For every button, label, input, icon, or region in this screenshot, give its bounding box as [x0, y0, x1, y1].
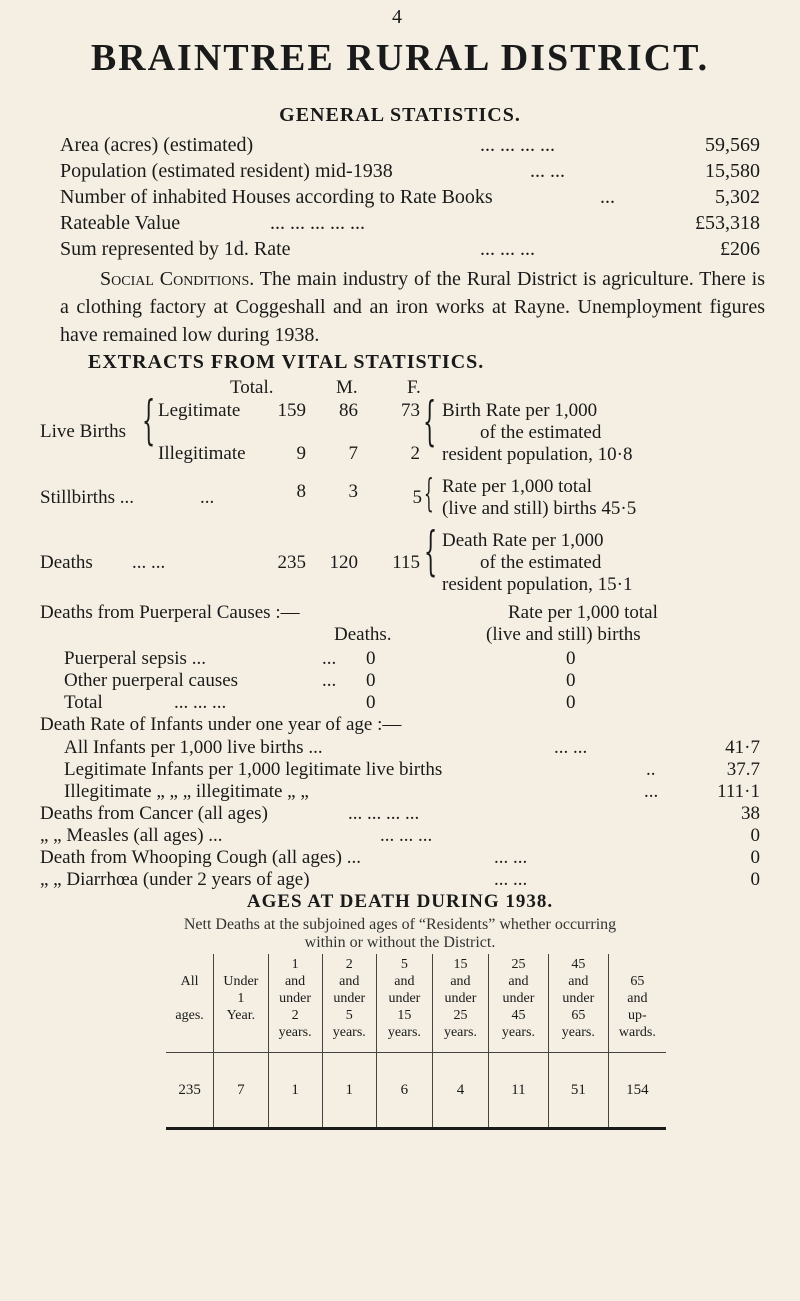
ages-value-cell: 6 [376, 1053, 432, 1129]
puerperal-row-dots: ... [322, 648, 337, 669]
ages-header-cell [268, 954, 322, 1053]
header-text: and [627, 991, 648, 1006]
header-text: 45 [571, 957, 586, 972]
puerperal-row-rate: 0 [566, 648, 576, 669]
ages-value-cell: 51 [548, 1053, 608, 1129]
stat-label: Number of inhabited Houses according to Rate Books [60, 186, 493, 208]
stillbirths-total: 8 [296, 481, 306, 502]
stillbirths-m: 3 [348, 481, 358, 502]
header-text: 65 [571, 1008, 586, 1023]
puerperal-row-dots: ... ... ... [174, 692, 227, 713]
header-text: under [562, 991, 595, 1006]
birth-rate-line-2: of the estimated [480, 422, 602, 443]
header-text: 1 [291, 957, 299, 972]
puerperal-row-deaths: 0 [366, 670, 376, 691]
header-text: years. [501, 1025, 535, 1040]
deaths-total: 235 [277, 552, 306, 573]
puerperal-row-label: Total [64, 692, 103, 713]
infant-dots: ... ... [554, 737, 588, 758]
deaths-f: 115 [392, 552, 420, 573]
other-death-value: 0 [750, 825, 760, 846]
col-m-header: M. [336, 377, 358, 398]
stat-dots: ... ... ... ... ... [270, 212, 365, 234]
header-text: and [450, 974, 471, 989]
stat-dots: ... ... [530, 160, 565, 182]
header-text: under [279, 991, 312, 1006]
puerperal-heading: Deaths from Puerperal Causes :— [40, 602, 300, 623]
header-text: 5 [345, 1008, 353, 1023]
header-text: years. [443, 1025, 477, 1040]
header-text: 15 [453, 957, 468, 972]
ages-header-cell [489, 954, 549, 1053]
other-death-value: 0 [750, 847, 760, 868]
header-text: Year. [226, 1008, 256, 1023]
stat-dots: ... ... ... [480, 238, 535, 260]
header-text: 25 [511, 957, 526, 972]
ages-header-cell [322, 954, 376, 1053]
ages-header-cell [376, 954, 432, 1053]
other-death-label: Deaths from Cancer (all ages) [40, 803, 268, 824]
header-text: years. [278, 1025, 312, 1040]
other-death-value: 38 [741, 803, 760, 824]
birth-rate-brace: { [423, 392, 437, 452]
header-text: years. [387, 1025, 421, 1040]
death-rate-line-2: of the estimated [480, 552, 602, 573]
illegitimate-m: 7 [348, 443, 358, 464]
live-births-label: Live Births [40, 421, 127, 442]
infant-heading: Death Rate of Infants under one year of age :— [40, 714, 402, 735]
legitimate-label: Legitimate [158, 400, 241, 421]
death-rate-brace: { [424, 522, 438, 582]
ages-value-cell: 154 [608, 1053, 666, 1129]
puerperal-row-label: Puerperal sepsis ... [64, 648, 206, 669]
col-f-header: F. [407, 377, 421, 398]
stat-label: Area (acres) (estimated) [60, 134, 254, 156]
stat-label: Rateable Value [60, 212, 181, 234]
infant-value: 41·7 [725, 737, 760, 758]
ages-header-cell [214, 954, 268, 1053]
ages-heading: AGES AT DEATH DURING 1938. [246, 891, 554, 912]
ages-value-cell: 7 [214, 1053, 268, 1129]
ages-header-cell [166, 954, 214, 1053]
death-rate-line-1: Death Rate per 1,000 [442, 530, 604, 551]
illegitimate-label: Illegitimate [158, 443, 246, 464]
legitimate-total: 159 [277, 400, 306, 421]
infant-label: Illegitimate „ „ „ illegitimate „ „ [64, 781, 309, 802]
header-text: up- [628, 1008, 647, 1023]
stillbirths-label: Stillbirths ... [40, 487, 134, 508]
stat-dots: ... [600, 186, 615, 208]
illegitimate-f: 2 [410, 443, 420, 464]
header-text: under [444, 991, 477, 1006]
other-death-label: „ „ Diarrhœa (under 2 years of age) [40, 869, 310, 890]
other-death-dots: ... ... ... [380, 825, 433, 846]
header-text: and [568, 974, 589, 989]
header-text: 2 [291, 1008, 299, 1023]
other-death-label: „ „ Measles (all ages) ... [40, 825, 223, 846]
infant-dots: ... [644, 781, 659, 802]
live-births-brace: { [142, 391, 156, 451]
still-rate-line-1: Rate per 1,000 total [442, 476, 592, 497]
header-text: years. [561, 1025, 595, 1040]
header-text: 2 [345, 957, 353, 972]
ages-header-cell [548, 954, 608, 1053]
header-text: and [339, 974, 360, 989]
header-text: 45 [511, 1008, 526, 1023]
stat-value: £53,318 [695, 212, 760, 234]
infant-dots: .. [646, 759, 656, 780]
ages-value-cell: 1 [322, 1053, 376, 1129]
header-text: Under [223, 974, 259, 989]
vital-statistics-heading: EXTRACTS FROM VITAL STATISTICS. [88, 351, 485, 373]
ages-at-death-table [166, 954, 666, 1130]
social-conditions-text: The main industry of the Rural District is agriculture. There is a clothing factory at Coggeshall and an iron works at Rayne. Unemployment figures have remained low during 1938. [60, 268, 766, 346]
header-text: years. [332, 1025, 366, 1040]
header-text: All [180, 974, 199, 989]
other-death-dots: ... ... [494, 869, 528, 890]
ages-table-header-row [166, 954, 666, 1053]
stat-value: 15,580 [705, 160, 760, 182]
puerperal-row-deaths: 0 [366, 692, 376, 713]
header-text: 1 [237, 991, 245, 1006]
header-text: and [394, 974, 415, 989]
stat-dots: ... ... ... ... [480, 134, 555, 156]
header-text: ages. [175, 1008, 204, 1023]
other-death-dots: ... ... ... ... [348, 803, 420, 824]
header-text: and [508, 974, 529, 989]
infant-label: Legitimate Infants per 1,000 legitimate live births [64, 759, 443, 780]
ages-value-cell: 11 [489, 1053, 549, 1129]
header-text: under [333, 991, 366, 1006]
puerperal-row-dots: ... [322, 670, 337, 691]
page-number: 4 [392, 6, 402, 28]
death-rate-line-3: resident population, 15·1 [442, 574, 633, 595]
social-conditions-paragraph [60, 265, 765, 349]
birth-rate-line-3: resident population, 10·8 [442, 444, 633, 465]
legitimate-f: 73 [401, 400, 420, 421]
header-text: and [284, 974, 306, 989]
header-text: 5 [400, 957, 408, 972]
infant-label: All Infants per 1,000 live births ... [64, 737, 323, 758]
general-statistics-heading: GENERAL STATISTICS. [279, 104, 521, 126]
header-text: wards. [618, 1025, 656, 1040]
still-rate-line-2: (live and still) births 45·5 [442, 498, 637, 519]
ages-note-line-2: within or without the District. [304, 934, 496, 951]
puerperal-deaths-header: Deaths. [334, 624, 392, 645]
header-text: 25 [453, 1008, 468, 1023]
stillbirths-f: 5 [412, 487, 422, 508]
birth-rate-line-1: Birth Rate per 1,000 [442, 400, 598, 421]
ages-value-cell: 235 [166, 1053, 214, 1129]
header-text: 65 [630, 974, 645, 989]
stat-label: Sum represented by 1d. Rate [60, 238, 291, 260]
legitimate-m: 86 [339, 400, 358, 421]
deaths-dots: ... ... [132, 552, 166, 573]
other-death-dots: ... ... [494, 847, 528, 868]
illegitimate-total: 9 [296, 443, 306, 464]
stat-value: 59,569 [705, 134, 760, 156]
other-death-label: Death from Whooping Cough (all ages) ... [40, 847, 361, 868]
puerperal-row-rate: 0 [566, 670, 576, 691]
col-total-header: Total. [230, 377, 274, 398]
ages-table-values-row [166, 1053, 666, 1129]
page-title: BRAINTREE RURAL DISTRICT. [90, 37, 710, 79]
ages-value-cell: 1 [268, 1053, 322, 1129]
deaths-m: 120 [329, 552, 358, 573]
stat-value: 5,302 [715, 186, 760, 208]
ages-value-cell: 4 [432, 1053, 488, 1129]
header-text: under [502, 991, 535, 1006]
ages-note-line-1: Nett Deaths at the subjoined ages of “Residents” whether occurring [183, 916, 617, 933]
puerperal-rate-header-1: Rate per 1,000 total [508, 602, 658, 623]
other-death-value: 0 [750, 869, 760, 890]
puerperal-rate-header-2: (live and still) births [486, 624, 641, 645]
puerperal-row-label: Other puerperal causes [64, 670, 239, 691]
stat-label: Population (estimated resident) mid-1938 [60, 160, 393, 182]
ages-header-cell [608, 954, 666, 1053]
puerperal-row-rate: 0 [566, 692, 576, 713]
stat-value: £206 [720, 238, 760, 260]
social-conditions-heading: Social Conditions. [100, 268, 255, 290]
infant-value: 111·1 [717, 781, 760, 802]
infant-value: 37.7 [726, 759, 760, 780]
still-rate-brace: { [424, 471, 434, 515]
ages-header-cell [432, 954, 488, 1053]
stillbirths-dots: ... [200, 487, 215, 508]
header-text: 15 [397, 1008, 412, 1023]
deaths-label: Deaths [40, 552, 93, 573]
puerperal-row-deaths: 0 [366, 648, 376, 669]
header-text: under [388, 991, 421, 1006]
